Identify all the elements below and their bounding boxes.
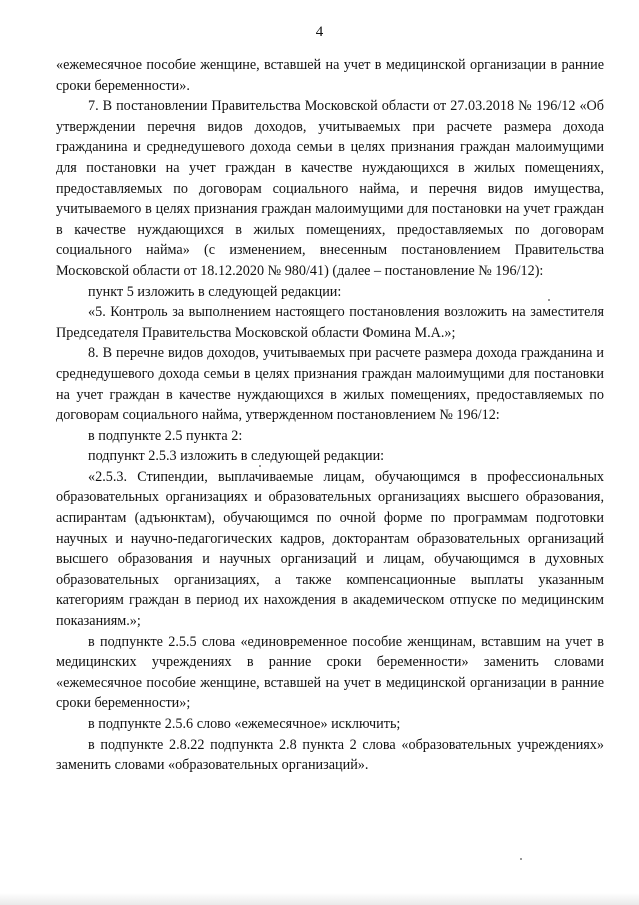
paragraph-item-8-subpoint-2-5-3: подпункт 2.5.3 изложить в следующей редакции: — [88, 448, 385, 465]
paragraph-item-8-subpoint-2-5-5: в подпункте 2.5.5 слова «единовременное пособие женщинам, вставшим на учет в медицинских учреждениях в ранние сроки беременности» заменить словами «ежемесячное пособие женщине, вставшей на учет в медицинской организации в ранние сроки беременности»; — [56, 633, 604, 712]
paragraph-item-7-point-5: пункт 5 изложить в следующей редакции: — [88, 283, 342, 300]
paragraph-item-8-subpoint-2-5-3-text: «2.5.3. Стипендии, выплачиваемые лицам, обучающимся в профессиональных образовательных организациях и образовательных организациях высшего образования, аспирантам (адъюнктам), обучающимся по очной форме по программам подготовки научных и научно-педагогических кадров, докторантам образовательных организаций высшего образования и научных организаций и лицам, обучающимся в духовных образовательных организациях, а также компенсационные выплаты указанным категориям граждан в период их нахождения в академическом отпуске по медицинским показаниям.»; — [56, 468, 604, 630]
scan-speck — [259, 465, 261, 467]
paragraph-item-8-subpoint-2-5-6: в подпункте 2.5.6 слово «ежемесячное» исключить; — [88, 716, 401, 732]
paragraph-item-8-subpoint-2-5: в подпункте 2.5 пункта 2: — [88, 427, 243, 444]
paragraph-continuation: «ежемесячное пособие женщине, вставшей на учет в медицинской организации в ранние сроки беременности». — [56, 57, 604, 94]
page-number: 4 — [315, 24, 324, 40]
paragraph-item-7-point-5-text: «5. Контроль за выполнением настоящего постановления возложить на заместителя Председателя Правительства Московской области Фомина М.А.»; — [56, 304, 604, 341]
document-body — [56, 55, 604, 776]
scan-bottom-edge — [0, 893, 639, 905]
scan-speck — [520, 858, 522, 860]
paragraph-item-7: 7. В постановлении Правительства Московской области от 27.03.2018 № 196/12 «Об утверждении перечня видов доходов, учитываемых при расчете размера дохода гражданина и среднедушевого дохода семьи в целях признания граждан малоимущими для постановки на учет граждан в качестве нуждающихся в жилых помещениях, предоставляемых по договорам социального найма, и перечня видов имущества, учитываемого в целях признания граждан малоимущими для постановки на учет граждан в качестве нуждающихся в жилых помещениях, предоставляемых по договорам социального найма» (с изменением, внесенным постановлением Правительства Московской области от 18.12.2020 № 980/41) (далее – постановление № 196/12): — [56, 98, 604, 279]
paragraph-item-8: 8. В перечне видов доходов, учитываемых при расчете размера дохода гражданина и среднедушевого дохода семьи в целях признания граждан малоимущими для постановки на учет граждан в качестве нуждающихся в жилых помещениях, предоставляемых по договорам социального найма, утвержденном постановлением № 196/12: — [56, 345, 604, 424]
scan-speck — [548, 299, 550, 301]
paragraph-item-8-subpoint-2-8-22: в подпункте 2.8.22 подпункта 2.8 пункта 2 слова «образовательных учреждениях» заменить словами «образовательных организаций». — [56, 736, 604, 774]
